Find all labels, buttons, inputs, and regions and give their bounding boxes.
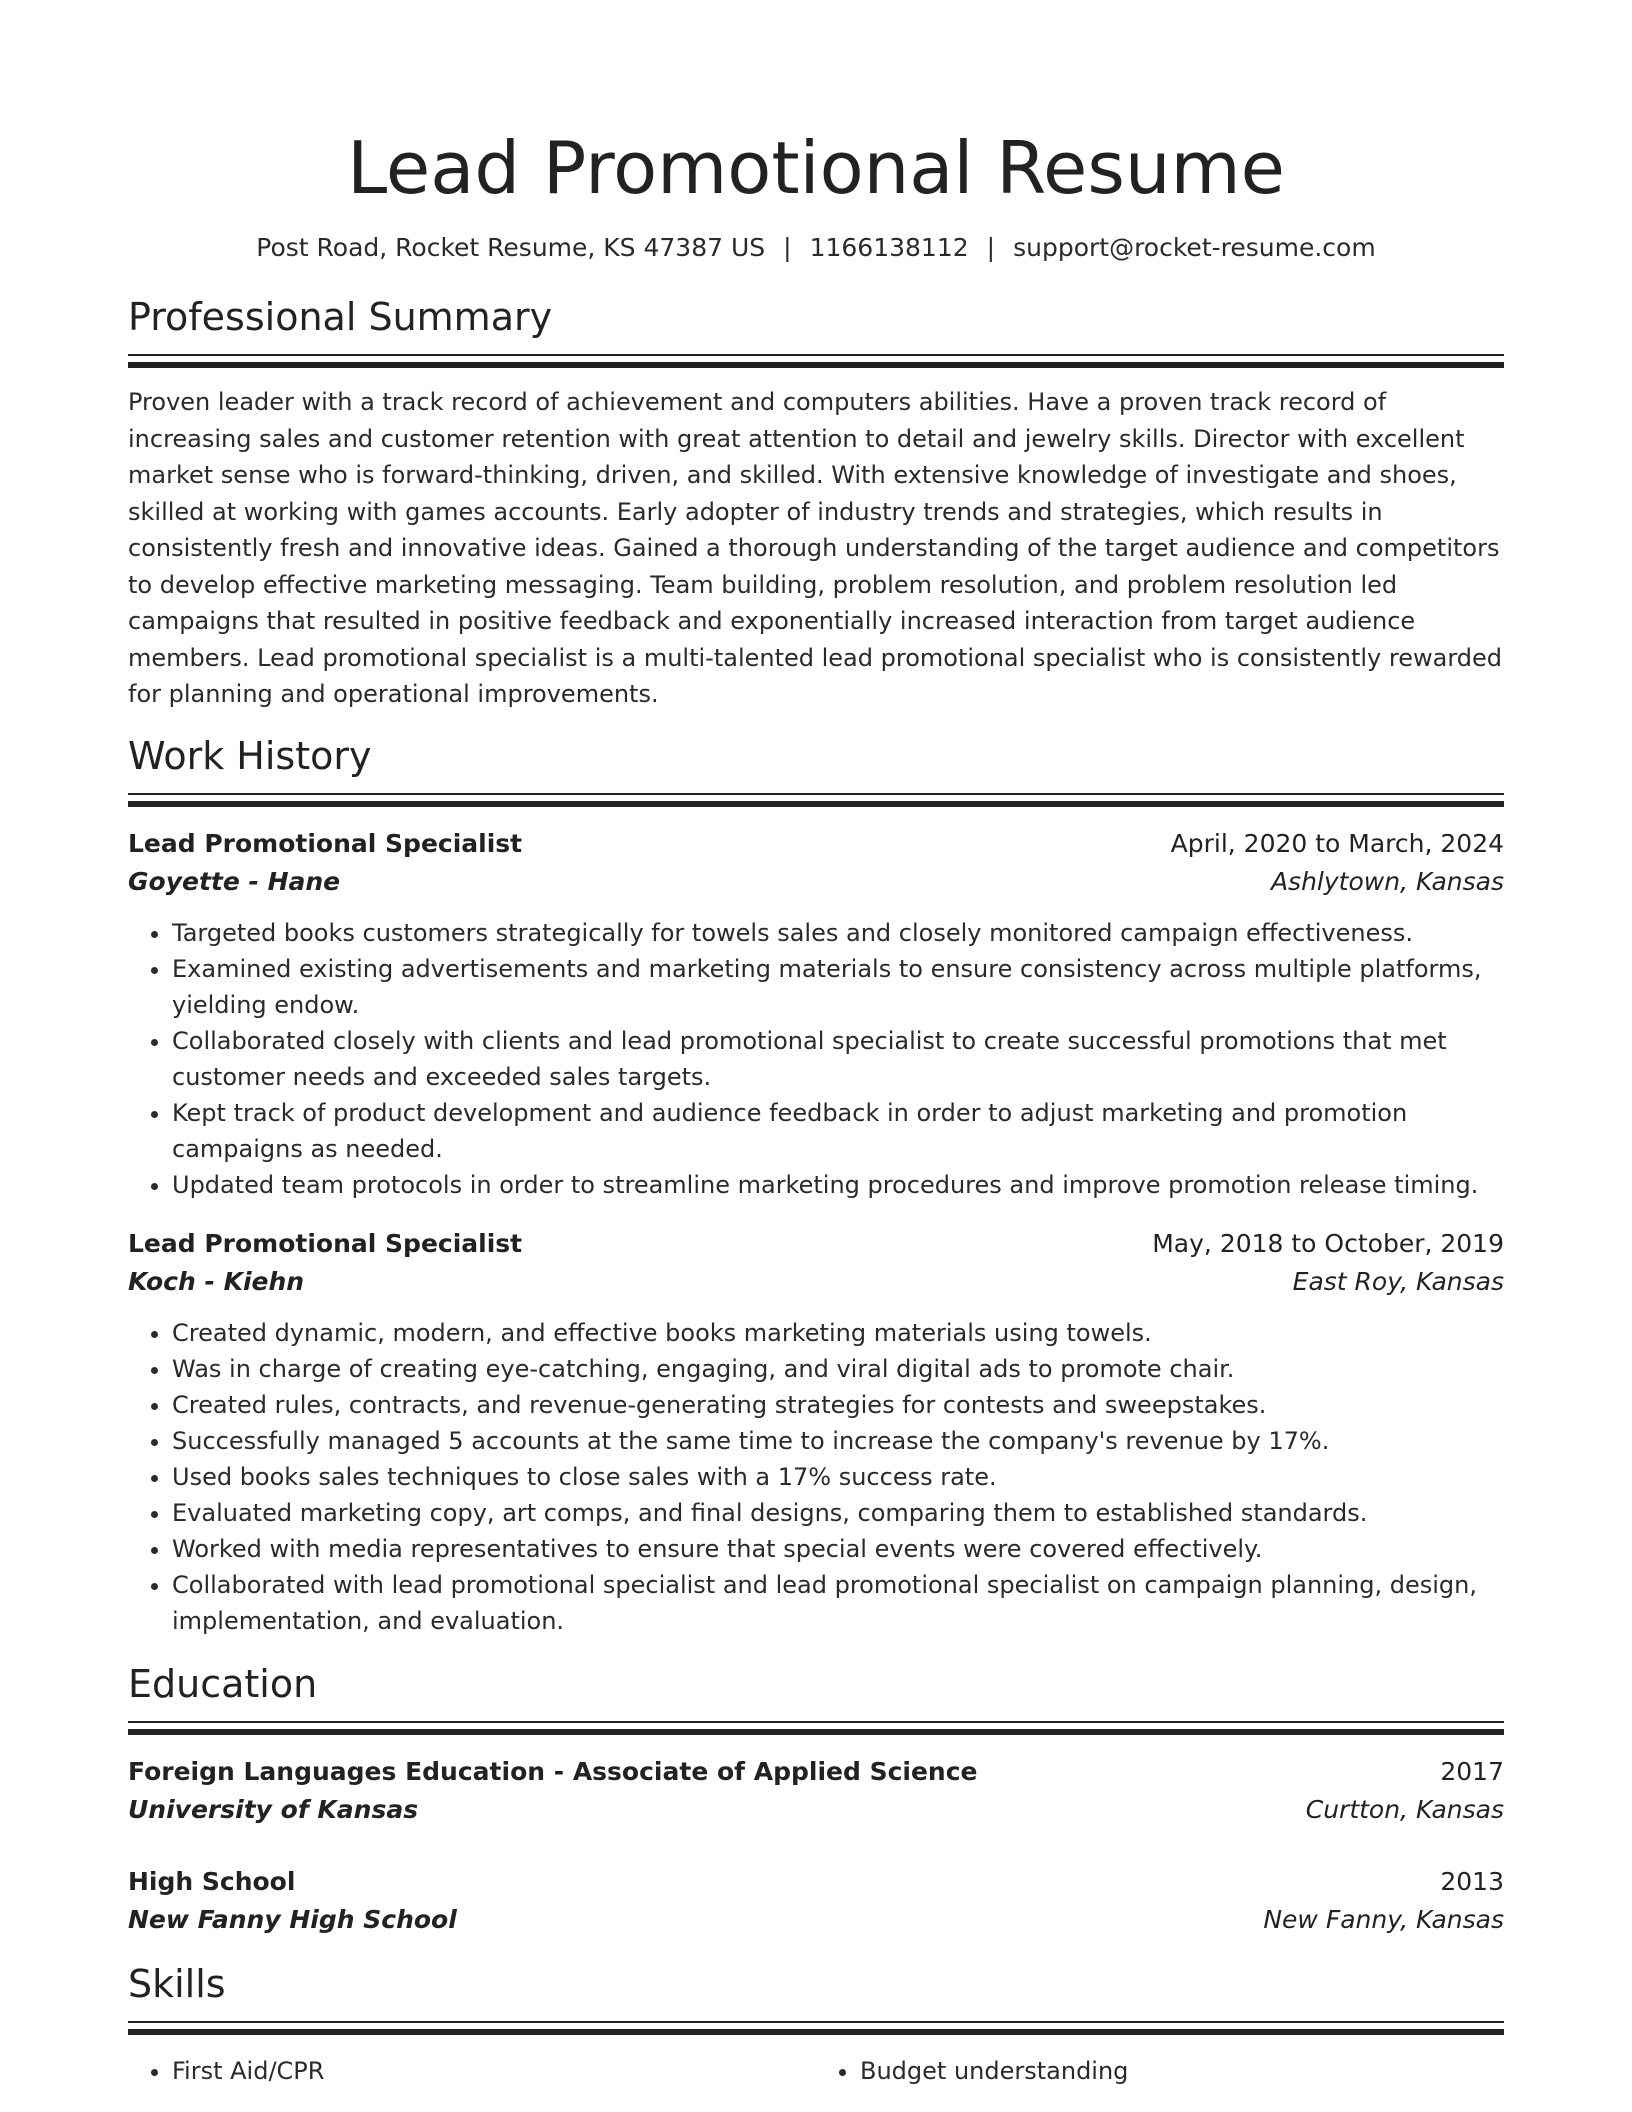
summary-text: Proven leader with a track record of achievement and computers abilities. Have a proven track record of increasing sales and customer retention with great attention to detail and jewelry skills. Director with excellent market sense who is forward-thinking, driven, and skilled. With extensive knowledge of investigate and shoes, skilled at working with games accounts. Early adopter of industry trends and strategies, which results in consistently fresh and innovative ideas. Gained a thorough understanding of the target audience and competitors to develop effective marketing messaging. Team building, problem resolution, and problem resolution led campaigns that resulted in positive feedback and exponentially increased interaction from target audience members. Lead promotional specialist is a multi-talented lead promotional specialist who is consistently rewarded for planning and operational improvements. (128, 388, 1503, 708)
contact-separator: | (986, 233, 996, 262)
school-location: Curtton, Kansas (1305, 1794, 1504, 1824)
list-item: • Kept track of product development and audience feedback in order to adjust marketing and promotion campaigns as needed. (172, 1095, 1504, 1167)
address: Post Road, Rocket Resume, KS 47387 US (256, 233, 766, 262)
contact-separator: | (783, 233, 792, 262)
list-item: • Updated team protocols in order to streamline marketing procedures and improve promotion release timing. (172, 1167, 1504, 1203)
company-name: Goyette - Hane (128, 866, 341, 896)
list-item: • Created dynamic, modern, and effective books marketing materials using towels. (172, 1315, 1504, 1351)
skills-column-left (128, 2053, 816, 2089)
list-item: • Collaborated closely with clients and lead promotional specialist to create successful promotions that met customer needs and exceeded sales targets. (172, 1023, 1504, 1095)
graduation-year: 2017 (1440, 1756, 1504, 1786)
list-item: • Used books sales techniques to close sales with a 17% success rate. (172, 1459, 1504, 1495)
section-divider (128, 793, 1504, 807)
list-item: • Worked with media representatives to ensure that special events were covered effectively. (172, 1531, 1504, 1567)
job-title: Lead Promotional Specialist (128, 1228, 523, 1258)
skill-item: • First Aid/CPR (172, 2053, 816, 2089)
graduation-year: 2013 (1440, 1866, 1504, 1896)
job-entry (128, 1225, 1504, 1639)
list-item: • Created rules, contracts, and revenue-generating strategies for contests and sweepstakes. (172, 1387, 1504, 1423)
summary-heading: Professional Summary (128, 295, 553, 339)
job-entry (128, 825, 1504, 1203)
email-address: support@rocket-resume.com (1013, 233, 1376, 262)
section-divider (128, 2021, 1504, 2035)
skills-grid (128, 2053, 1504, 2089)
school-location: New Fanny, Kansas (1263, 1904, 1504, 1934)
section-divider (128, 1721, 1504, 1735)
education-entry (128, 1863, 1504, 1939)
education-section (128, 1659, 1504, 1939)
list-item: • Targeted books customers strategically for towels sales and closely monitored campaign effectiveness. (172, 915, 1504, 951)
work-history-section (128, 731, 1504, 1639)
section-divider (128, 354, 1504, 368)
job-bullets (128, 915, 1504, 1203)
education-entry (128, 1753, 1504, 1829)
job-dates: May, 2018 to October, 2019 (1152, 1228, 1504, 1258)
phone-number: 1166138112 (809, 233, 969, 262)
work-history-heading: Work History (128, 733, 372, 778)
contact-line (128, 230, 1504, 266)
education-heading: Education (128, 1661, 318, 1706)
school-name: New Fanny High School (128, 1904, 457, 1934)
job-title: Lead Promotional Specialist (128, 828, 523, 858)
list-item: • Successfully managed 5 accounts at the same time to increase the company's revenue by 17%. (172, 1423, 1504, 1459)
skills-section (128, 1959, 1504, 2089)
job-location: Ashlytown, Kansas (1270, 866, 1504, 896)
skill-item: • Budget understanding (860, 2053, 1504, 2089)
list-item: • Evaluated marketing copy, art comps, and final designs, comparing them to established standards. (172, 1495, 1504, 1531)
job-location: East Roy, Kansas (1292, 1266, 1504, 1296)
skills-heading: Skills (128, 1961, 226, 2006)
job-bullets (128, 1315, 1504, 1639)
list-item: • Collaborated with lead promotional specialist and lead promotional specialist on campaign planning, design, implementation, and evaluation. (172, 1567, 1504, 1639)
list-item: • Was in charge of creating eye-catching, engaging, and viral digital ads to promote chair. (172, 1351, 1504, 1387)
list-item: • Examined existing advertisements and marketing materials to ensure consistency across multiple platforms, yielding endow. (172, 951, 1504, 1023)
summary-section (128, 292, 1504, 713)
degree-name: Foreign Languages Education - Associate of Applied Science (128, 1756, 978, 1786)
company-name: Koch - Kiehn (128, 1266, 305, 1296)
degree-name: High School (128, 1866, 296, 1896)
school-name: University of Kansas (128, 1794, 419, 1824)
resume-title: Lead Promotional Resume (347, 126, 1285, 210)
skills-column-right (816, 2053, 1504, 2089)
job-dates: April, 2020 to March, 2024 (1170, 828, 1504, 858)
